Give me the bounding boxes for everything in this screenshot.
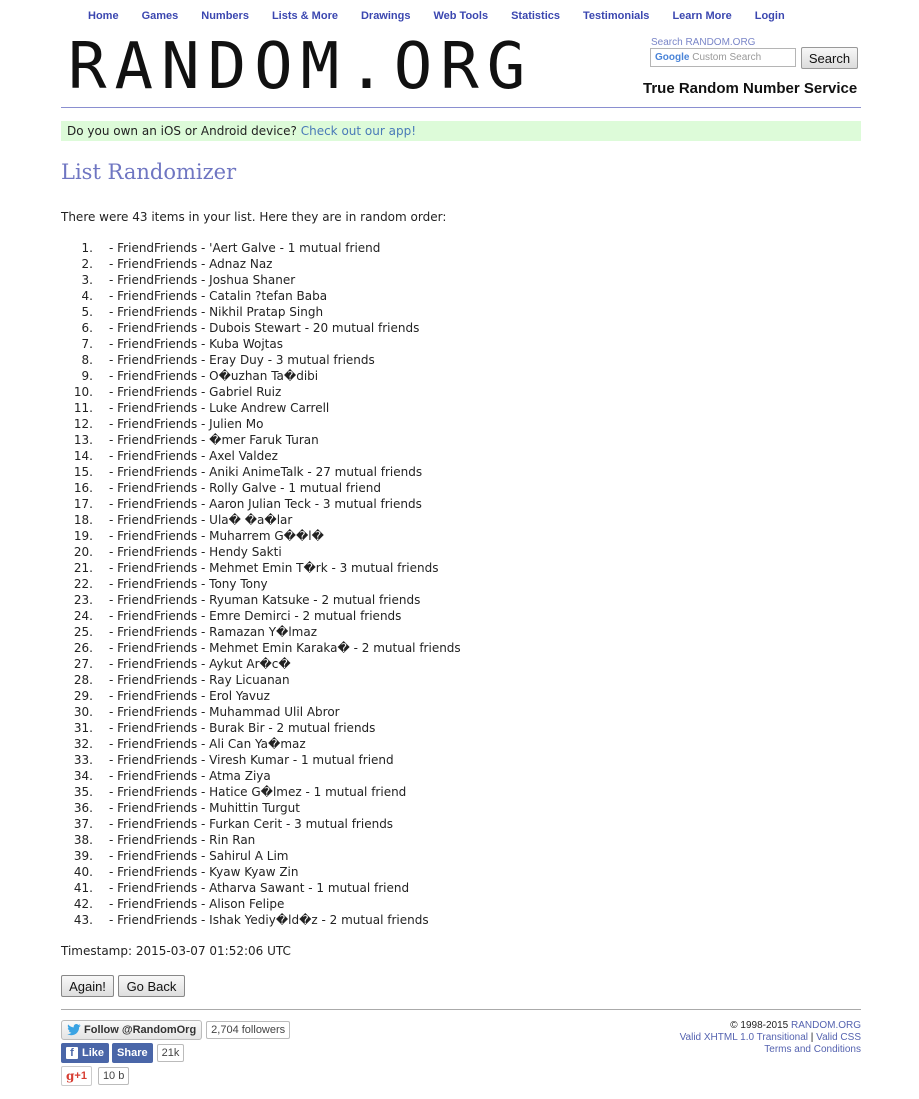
list-item xyxy=(61,592,461,608)
search-input[interactable] xyxy=(650,48,796,67)
list-item-number: 15. xyxy=(73,465,93,479)
list-item-text: - FriendFriends - Alison Felipe xyxy=(109,897,285,911)
list-item-text: - FriendFriends - Emre Demirci - 2 mutual friends xyxy=(109,609,402,623)
list-item xyxy=(61,784,461,800)
list-item-number: 11. xyxy=(73,401,93,415)
valid-xhtml-link[interactable]: Valid XHTML 1.0 Transitional xyxy=(679,1032,808,1043)
list-item-number: 28. xyxy=(73,673,93,687)
list-item-text: - FriendFriends - Rin Ran xyxy=(109,833,256,847)
footer-separator: | xyxy=(808,1032,817,1043)
list-item-text: - FriendFriends - Ramazan Y�lmaz xyxy=(109,625,318,639)
list-item xyxy=(61,752,461,768)
search-label: Search RANDOM.ORG xyxy=(651,37,756,48)
list-item-text: - FriendFriends - Julien Mo xyxy=(109,417,264,431)
list-item xyxy=(61,896,461,912)
list-item-text: - FriendFriends - O�uzhan Ta�dibi xyxy=(109,369,319,383)
search-button[interactable]: Search xyxy=(801,47,858,69)
tagline: True Random Number Service xyxy=(643,80,858,97)
list-item-number: 13. xyxy=(73,433,93,447)
search-placeholder: Custom Search xyxy=(692,52,762,63)
list-item-number: 26. xyxy=(73,641,93,655)
list-item-number: 25. xyxy=(73,625,93,639)
nav-statistics[interactable]: Statistics xyxy=(511,10,560,22)
list-item-number: 36. xyxy=(73,801,93,815)
footer-divider xyxy=(61,1009,861,1010)
list-item-text: - FriendFriends - 'Aert Galve - 1 mutual friend xyxy=(109,241,381,255)
twitter-follow-button[interactable] xyxy=(61,1020,202,1040)
intro-text: There were 43 items in your list. Here they are in random order: xyxy=(61,210,447,224)
list-item-text: - FriendFriends - Aykut Ar�c� xyxy=(109,657,291,671)
list-item-text: - FriendFriends - Ali Can Ya�maz xyxy=(109,737,306,751)
list-item-number: 35. xyxy=(73,785,93,799)
list-item xyxy=(61,576,461,592)
list-item xyxy=(61,512,461,528)
list-item xyxy=(61,528,461,544)
list-item-number: 5. xyxy=(81,305,93,319)
list-item xyxy=(61,416,461,432)
list-item-number: 12. xyxy=(73,417,93,431)
list-item-number: 4. xyxy=(81,289,93,303)
facebook-share-button[interactable]: Share xyxy=(112,1043,153,1063)
list-item xyxy=(61,624,461,640)
list-item-text: - FriendFriends - Muharrem G��l� xyxy=(109,529,324,543)
twitter-bird-icon xyxy=(67,1024,81,1036)
promo-text: Do you own an iOS or Android device? xyxy=(67,124,301,138)
list-item-number: 23. xyxy=(73,593,93,607)
list-item-text: - FriendFriends - Kuba Wojtas xyxy=(109,337,283,351)
list-item-number: 33. xyxy=(73,753,93,767)
list-item-text: - FriendFriends - Atharva Sawant - 1 mutual friend xyxy=(109,881,410,895)
list-item-text: - FriendFriends - Axel Valdez xyxy=(109,449,278,463)
list-item-number: 24. xyxy=(73,609,93,623)
twitter-follow-label: Follow @RandomOrg xyxy=(84,1024,197,1036)
list-item xyxy=(61,688,461,704)
list-item-number: 32. xyxy=(73,737,93,751)
list-item-number: 40. xyxy=(73,865,93,879)
list-item-text: - FriendFriends - Ula� �a�lar xyxy=(109,513,293,527)
list-item xyxy=(61,656,461,672)
list-item-text: - FriendFriends - Aaron Julian Teck - 3 mutual friends xyxy=(109,497,422,511)
list-item-text: - FriendFriends - Joshua Shaner xyxy=(109,273,296,287)
facebook-count: 21k xyxy=(157,1044,185,1062)
list-item-text: - FriendFriends - Atma Ziya xyxy=(109,769,271,783)
list-item xyxy=(61,320,461,336)
facebook-like xyxy=(61,1043,184,1063)
list-item-text: - FriendFriends - Hendy Sakti xyxy=(109,545,282,559)
google-plus xyxy=(61,1066,129,1086)
nav-learn-more[interactable]: Learn More xyxy=(672,10,732,22)
facebook-like-label: Like xyxy=(82,1047,105,1059)
list-item-number: 20. xyxy=(73,545,93,559)
again-button[interactable]: Again! xyxy=(61,975,114,997)
copyright-text: © 1998-2015 xyxy=(730,1020,791,1031)
list-item xyxy=(61,480,461,496)
list-item-text: - FriendFriends - Dubois Stewart - 20 mutual friends xyxy=(109,321,420,335)
list-item xyxy=(61,352,461,368)
list-item-text: - FriendFriends - Gabriel Ruiz xyxy=(109,385,282,399)
list-item-text: - FriendFriends - Adnaz Naz xyxy=(109,257,273,271)
list-item-number: 41. xyxy=(73,881,93,895)
list-item-text: - FriendFriends - Luke Andrew Carrell xyxy=(109,401,330,415)
list-item-text: - FriendFriends - Mehmet Emin Karaka� - 2 mutual friends xyxy=(109,641,461,655)
list-item xyxy=(61,608,461,624)
nav-drawings[interactable]: Drawings xyxy=(360,10,411,22)
list-item xyxy=(61,272,461,288)
google-plus-label: +1 xyxy=(74,1070,87,1082)
list-item-text: - FriendFriends - Furkan Cerit - 3 mutual friends xyxy=(109,817,394,831)
list-item-text: - FriendFriends - Hatice G�lmez - 1 mutual friend xyxy=(109,785,407,799)
google-brand: Google xyxy=(655,52,690,63)
google-plus-icon: g xyxy=(66,1069,75,1083)
list-item-number: 9. xyxy=(81,369,93,383)
list-item xyxy=(61,496,461,512)
list-item xyxy=(61,448,461,464)
list-item-text: - FriendFriends - Ray Licuanan xyxy=(109,673,290,687)
list-item-text: - FriendFriends - �mer Faruk Turan xyxy=(109,433,319,447)
list-item-number: 42. xyxy=(73,897,93,911)
list-item-number: 7. xyxy=(81,337,93,351)
list-item-number: 16. xyxy=(73,481,93,495)
list-item xyxy=(61,240,461,256)
list-item xyxy=(61,832,461,848)
terms-link[interactable]: Terms and Conditions xyxy=(764,1044,861,1055)
list-item-text: - FriendFriends - Sahirul A Lim xyxy=(109,849,289,863)
list-item-number: 21. xyxy=(73,561,93,575)
app-promo-banner xyxy=(61,121,861,141)
list-item-number: 18. xyxy=(73,513,93,527)
list-item-text: - FriendFriends - Catalin ?tefan Baba xyxy=(109,289,328,303)
go-back-button[interactable]: Go Back xyxy=(118,975,185,997)
list-item-number: 10. xyxy=(73,385,93,399)
list-item xyxy=(61,400,461,416)
nav-lists-more[interactable]: Lists & More xyxy=(271,10,338,22)
list-item-number: 6. xyxy=(81,321,93,335)
list-item-text: - FriendFriends - Tony Tony xyxy=(109,577,268,591)
list-item xyxy=(61,256,461,272)
list-item xyxy=(61,464,461,480)
list-item xyxy=(61,848,461,864)
list-item-number: 19. xyxy=(73,529,93,543)
list-item-number: 3. xyxy=(81,273,93,287)
list-item-text: - FriendFriends - Muhammad Ulil Abror xyxy=(109,705,340,719)
list-item xyxy=(61,336,461,352)
list-item-number: 14. xyxy=(73,449,93,463)
list-item-text: - FriendFriends - Eray Duy - 3 mutual friends xyxy=(109,353,375,367)
list-item xyxy=(61,304,461,320)
google-plus-button[interactable] xyxy=(61,1066,92,1086)
list-item xyxy=(61,864,461,880)
list-item-text: - FriendFriends - Muhittin Turgut xyxy=(109,801,300,815)
list-item-text: - FriendFriends - Viresh Kumar - 1 mutual friend xyxy=(109,753,394,767)
list-item-text: - FriendFriends - Mehmet Emin T�rk - 3 mutual friends xyxy=(109,561,439,575)
randomized-list xyxy=(61,240,461,928)
list-item-number: 37. xyxy=(73,817,93,831)
list-item-text: - FriendFriends - Ryuman Katsuke - 2 mutual friends xyxy=(109,593,421,607)
list-item xyxy=(61,432,461,448)
valid-css-link[interactable]: Valid CSS xyxy=(816,1032,861,1043)
list-item xyxy=(61,912,461,928)
list-item-number: 43. xyxy=(73,913,93,927)
facebook-like-button[interactable] xyxy=(61,1043,109,1063)
timestamp: Timestamp: 2015-03-07 01:52:06 UTC xyxy=(61,944,291,958)
list-item-number: 27. xyxy=(73,657,93,671)
page-title: List Randomizer xyxy=(61,160,237,184)
top-nav xyxy=(88,10,808,22)
list-item xyxy=(61,720,461,736)
list-item xyxy=(61,800,461,816)
list-item xyxy=(61,384,461,400)
list-item-text: - FriendFriends - Kyaw Kyaw Zin xyxy=(109,865,299,879)
list-item xyxy=(61,816,461,832)
list-item-number: 22. xyxy=(73,577,93,591)
list-item-text: - FriendFriends - Burak Bir - 2 mutual friends xyxy=(109,721,376,735)
nav-games[interactable]: Games xyxy=(141,10,179,22)
list-item xyxy=(61,880,461,896)
list-item-number: 1. xyxy=(81,241,93,255)
list-item-text: - FriendFriends - Nikhil Pratap Singh xyxy=(109,305,324,319)
list-item-number: 34. xyxy=(73,769,93,783)
header-divider xyxy=(61,107,861,108)
list-item xyxy=(61,672,461,688)
facebook-icon: f xyxy=(66,1047,78,1059)
google-plus-count: 10 b xyxy=(98,1067,129,1085)
list-item-text: - FriendFriends - Ishak Yediy�ld�z - 2 mutual friends xyxy=(109,913,429,927)
nav-home[interactable]: Home xyxy=(88,10,119,22)
list-item-text: - FriendFriends - Erol Yavuz xyxy=(109,689,270,703)
twitter-followers-count: 2,704 followers xyxy=(206,1021,290,1039)
list-item-number: 31. xyxy=(73,721,93,735)
list-item xyxy=(61,640,461,656)
list-item-text: - FriendFriends - Rolly Galve - 1 mutual friend xyxy=(109,481,381,495)
list-item-number: 2. xyxy=(81,257,93,271)
list-item-number: 17. xyxy=(73,497,93,511)
footer-site-link[interactable]: RANDOM.ORG xyxy=(791,1020,861,1031)
list-item xyxy=(61,560,461,576)
list-item xyxy=(61,736,461,752)
list-item xyxy=(61,288,461,304)
list-item-text: - FriendFriends - Aniki AnimeTalk - 27 mutual friends xyxy=(109,465,423,479)
list-item xyxy=(61,704,461,720)
twitter-follow xyxy=(61,1020,290,1040)
list-item-number: 38. xyxy=(73,833,93,847)
promo-link[interactable]: Check out our app! xyxy=(300,124,417,138)
footer-links xyxy=(680,1020,861,1056)
site-logo[interactable]: RANDOM.ORG xyxy=(68,30,534,104)
nav-login[interactable]: Login xyxy=(754,10,785,22)
list-item-number: 8. xyxy=(81,353,93,367)
list-item xyxy=(61,768,461,784)
nav-numbers[interactable]: Numbers xyxy=(201,10,249,22)
list-item xyxy=(61,368,461,384)
list-item-number: 29. xyxy=(73,689,93,703)
nav-web-tools[interactable]: Web Tools xyxy=(433,10,489,22)
nav-testimonials[interactable]: Testimonials xyxy=(583,10,650,22)
list-item xyxy=(61,544,461,560)
list-item-number: 30. xyxy=(73,705,93,719)
list-item-number: 39. xyxy=(73,849,93,863)
